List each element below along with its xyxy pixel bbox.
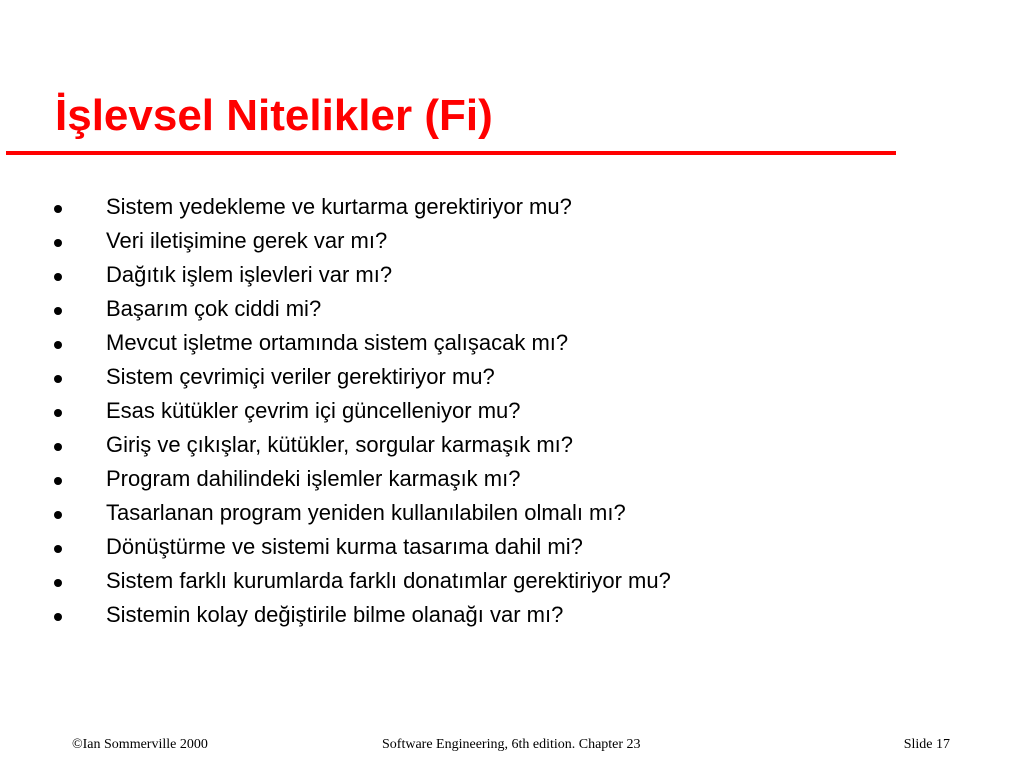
bullet-text: Sistem farklı kurumlarda farklı donatımlar gerektiriyor mu? bbox=[106, 568, 671, 593]
bullet-text: Giriş ve çıkışlar, kütükler, sorgular karmaşık mı? bbox=[106, 432, 574, 457]
bullet-text: Dağıtık işlem işlevleri var mı? bbox=[106, 262, 393, 287]
bullet-dot-icon bbox=[54, 579, 62, 587]
bullet-dot-icon bbox=[54, 443, 62, 451]
bullet-dot-icon bbox=[54, 545, 62, 553]
bullet-item bbox=[0, 360, 671, 394]
bullet-item bbox=[0, 394, 671, 428]
bullet-dot-icon bbox=[54, 511, 62, 519]
footer-copyright: ©Ian Sommerville 2000 bbox=[72, 737, 208, 752]
bullet-item bbox=[0, 224, 671, 258]
bullet-dot-icon bbox=[54, 375, 62, 383]
bullet-item bbox=[0, 564, 671, 598]
bullet-text: Sistem yedekleme ve kurtarma gerektiriyor mu? bbox=[106, 194, 572, 219]
bullet-text: Esas kütükler çevrim içi güncelleniyor mu? bbox=[106, 398, 521, 423]
bullet-text: Dönüştürme ve sistemi kurma tasarıma dahil mi? bbox=[106, 534, 583, 559]
bullet-dot-icon bbox=[54, 341, 62, 349]
footer-book-title: Software Engineering, 6th edition. Chapter 23 bbox=[382, 737, 641, 752]
bullet-dot-icon bbox=[54, 205, 62, 213]
bullet-list bbox=[0, 190, 671, 632]
bullet-item bbox=[0, 326, 671, 360]
bullet-text: Sistemin kolay değiştirile bilme olanağı var mı? bbox=[106, 602, 564, 627]
bullet-dot-icon bbox=[54, 409, 62, 417]
footer-slide-number: Slide 17 bbox=[903, 737, 950, 752]
bullet-dot-icon bbox=[54, 273, 62, 281]
bullet-text: Veri iletişimine gerek var mı? bbox=[106, 228, 388, 253]
bullet-item bbox=[0, 258, 671, 292]
bullet-item bbox=[0, 496, 671, 530]
bullet-text: Tasarlanan program yeniden kullanılabilen olmalı mı? bbox=[106, 500, 626, 525]
bullet-item bbox=[0, 428, 671, 462]
bullet-dot-icon bbox=[54, 613, 62, 621]
bullet-text: Program dahilindeki işlemler karmaşık mı? bbox=[106, 466, 521, 491]
bullet-dot-icon bbox=[54, 477, 62, 485]
bullet-item bbox=[0, 598, 671, 632]
title-underline bbox=[6, 151, 896, 155]
bullet-text: Sistem çevrimiçi veriler gerektiriyor mu? bbox=[106, 364, 495, 389]
bullet-item bbox=[0, 462, 671, 496]
bullet-item bbox=[0, 190, 671, 224]
bullet-dot-icon bbox=[54, 307, 62, 315]
bullet-item bbox=[0, 530, 671, 564]
bullet-dot-icon bbox=[54, 239, 62, 247]
bullet-item bbox=[0, 292, 671, 326]
bullet-text: Başarım çok ciddi mi? bbox=[106, 296, 322, 321]
slide-title: İşlevsel Nitelikler (Fi) bbox=[55, 91, 493, 140]
bullet-text: Mevcut işletme ortamında sistem çalışacak mı? bbox=[106, 330, 569, 355]
